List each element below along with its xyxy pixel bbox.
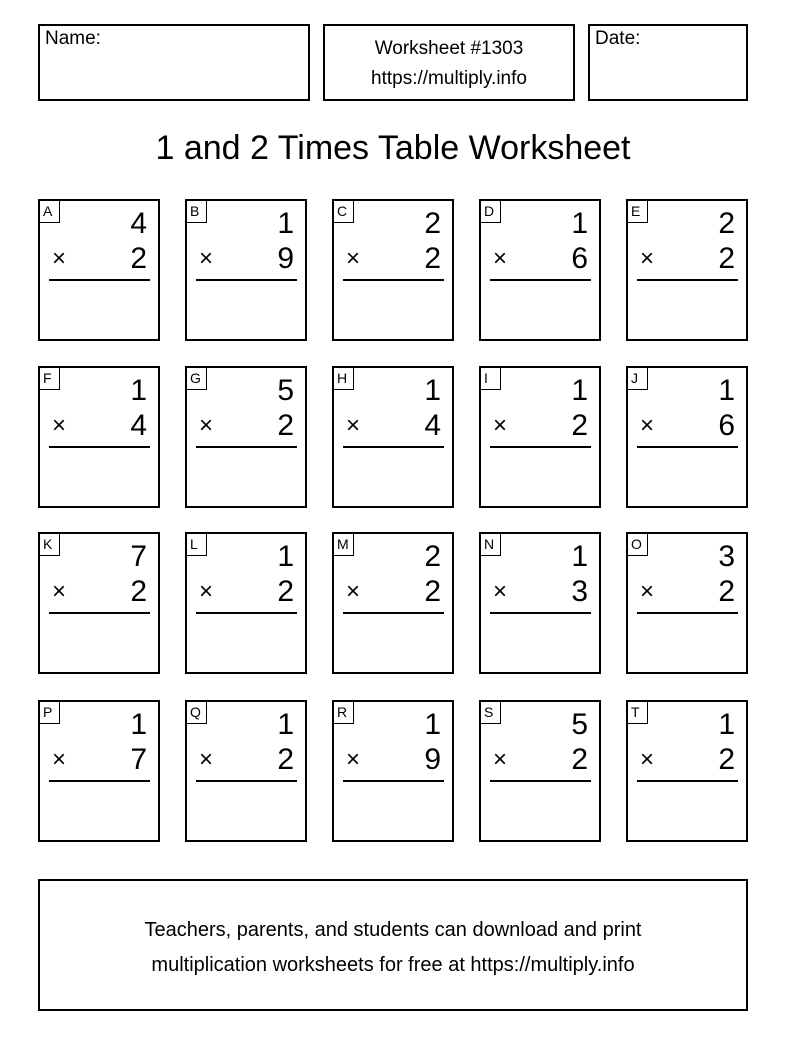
problem-label: N	[481, 534, 501, 556]
problem-label: O	[628, 534, 648, 556]
problem-card[interactable]	[185, 199, 307, 341]
problem-card[interactable]	[479, 532, 601, 674]
times-icon: ×	[493, 245, 508, 272]
multiplier: 2	[571, 409, 588, 442]
multiplicand: 7	[130, 540, 147, 573]
times-icon: ×	[52, 245, 67, 272]
worksheet-info-box	[323, 24, 575, 101]
multiplier: 4	[424, 409, 441, 442]
multiplier: 2	[130, 575, 147, 608]
problem-label: T	[628, 702, 648, 724]
answer-line	[343, 446, 444, 448]
answer-line	[637, 780, 738, 782]
problem-label: A	[40, 201, 60, 223]
multiplicand: 1	[571, 374, 588, 407]
multiplier: 6	[571, 242, 588, 275]
multiplier: 2	[718, 575, 735, 608]
answer-line	[490, 612, 591, 614]
multiplier: 2	[571, 743, 588, 776]
multiplicand: 1	[718, 374, 735, 407]
multiplier: 2	[130, 242, 147, 275]
answer-line	[49, 279, 150, 281]
name-label: Name:	[45, 28, 101, 49]
multiplier: 3	[571, 575, 588, 608]
multiplier: 2	[718, 242, 735, 275]
multiplicand: 5	[277, 374, 294, 407]
multiplier: 2	[424, 575, 441, 608]
multiplicand: 1	[571, 540, 588, 573]
problem-card[interactable]	[38, 366, 160, 508]
times-icon: ×	[52, 746, 67, 773]
answer-line	[196, 279, 297, 281]
times-icon: ×	[640, 746, 655, 773]
problem-card[interactable]	[626, 700, 748, 842]
problem-card[interactable]	[479, 366, 601, 508]
problem-label: Q	[187, 702, 207, 724]
problem-label: S	[481, 702, 501, 724]
times-icon: ×	[346, 578, 361, 605]
problem-label: J	[628, 368, 648, 390]
problem-label: E	[628, 201, 648, 223]
multiplicand: 2	[718, 207, 735, 240]
times-icon: ×	[640, 578, 655, 605]
answer-line	[637, 446, 738, 448]
multiplicand: 1	[424, 374, 441, 407]
problem-card[interactable]	[38, 199, 160, 341]
answer-line	[49, 446, 150, 448]
answer-line	[196, 780, 297, 782]
problem-card[interactable]	[38, 700, 160, 842]
footer-note	[38, 879, 748, 1011]
problem-label: M	[334, 534, 354, 556]
problem-card[interactable]	[185, 700, 307, 842]
answer-line	[196, 612, 297, 614]
times-icon: ×	[640, 412, 655, 439]
date-label: Date:	[595, 28, 641, 49]
times-icon: ×	[199, 578, 214, 605]
page-title: 1 and 2 Times Table Worksheet	[155, 129, 631, 167]
times-icon: ×	[199, 245, 214, 272]
answer-line	[490, 780, 591, 782]
answer-line	[343, 612, 444, 614]
problem-label: B	[187, 201, 207, 223]
worksheet-number: Worksheet #1303	[374, 38, 524, 59]
multiplier: 2	[718, 743, 735, 776]
name-field[interactable]	[38, 24, 310, 101]
problem-card[interactable]	[626, 532, 748, 674]
problem-label: D	[481, 201, 501, 223]
footer-line-2: multiplication worksheets for free at https://multiply.info	[151, 954, 635, 976]
problem-label: I	[481, 368, 501, 390]
multiplicand: 5	[571, 708, 588, 741]
multiplier: 9	[424, 743, 441, 776]
problem-card[interactable]	[185, 532, 307, 674]
times-icon: ×	[493, 746, 508, 773]
multiplicand: 1	[718, 708, 735, 741]
multiplicand: 3	[718, 540, 735, 573]
times-icon: ×	[199, 412, 214, 439]
times-icon: ×	[346, 746, 361, 773]
answer-line	[49, 612, 150, 614]
multiplicand: 4	[130, 207, 147, 240]
problem-label: H	[334, 368, 354, 390]
times-icon: ×	[493, 578, 508, 605]
problem-card[interactable]	[38, 532, 160, 674]
footer-line-1: Teachers, parents, and students can download and print	[144, 919, 642, 941]
problem-card[interactable]	[626, 366, 748, 508]
answer-line	[637, 612, 738, 614]
times-icon: ×	[346, 245, 361, 272]
multiplicand: 2	[424, 207, 441, 240]
multiplicand: 1	[130, 374, 147, 407]
answer-line	[637, 279, 738, 281]
multiplicand: 2	[424, 540, 441, 573]
problem-card[interactable]	[479, 700, 601, 842]
times-icon: ×	[493, 412, 508, 439]
answer-line	[490, 446, 591, 448]
multiplicand: 1	[424, 708, 441, 741]
times-icon: ×	[640, 245, 655, 272]
answer-line	[49, 780, 150, 782]
problem-card[interactable]	[332, 700, 454, 842]
multiplier: 7	[130, 743, 147, 776]
multiplier: 2	[424, 242, 441, 275]
multiplicand: 1	[277, 708, 294, 741]
problem-label: P	[40, 702, 60, 724]
problem-label: G	[187, 368, 207, 390]
problem-label: R	[334, 702, 354, 724]
multiplier: 9	[277, 242, 294, 275]
times-icon: ×	[346, 412, 361, 439]
multiplicand: 1	[277, 207, 294, 240]
problem-card[interactable]	[185, 366, 307, 508]
problem-card[interactable]	[332, 199, 454, 341]
times-icon: ×	[52, 578, 67, 605]
answer-line	[196, 446, 297, 448]
multiplicand: 1	[130, 708, 147, 741]
answer-line	[343, 279, 444, 281]
date-field[interactable]	[588, 24, 748, 101]
multiplicand: 1	[571, 207, 588, 240]
problem-label: F	[40, 368, 60, 390]
times-icon: ×	[52, 412, 67, 439]
multiplier: 6	[718, 409, 735, 442]
problem-label: C	[334, 201, 354, 223]
problem-label: K	[40, 534, 60, 556]
times-icon: ×	[199, 746, 214, 773]
answer-line	[343, 780, 444, 782]
multiplier: 2	[277, 743, 294, 776]
worksheet-website: https://multiply.info	[371, 68, 527, 89]
problem-card[interactable]	[626, 199, 748, 341]
problem-card[interactable]	[332, 532, 454, 674]
multiplicand: 1	[277, 540, 294, 573]
multiplier: 4	[130, 409, 147, 442]
answer-line	[490, 279, 591, 281]
multiplier: 2	[277, 409, 294, 442]
problem-label: L	[187, 534, 207, 556]
problem-card[interactable]	[479, 199, 601, 341]
problem-card[interactable]	[332, 366, 454, 508]
multiplier: 2	[277, 575, 294, 608]
